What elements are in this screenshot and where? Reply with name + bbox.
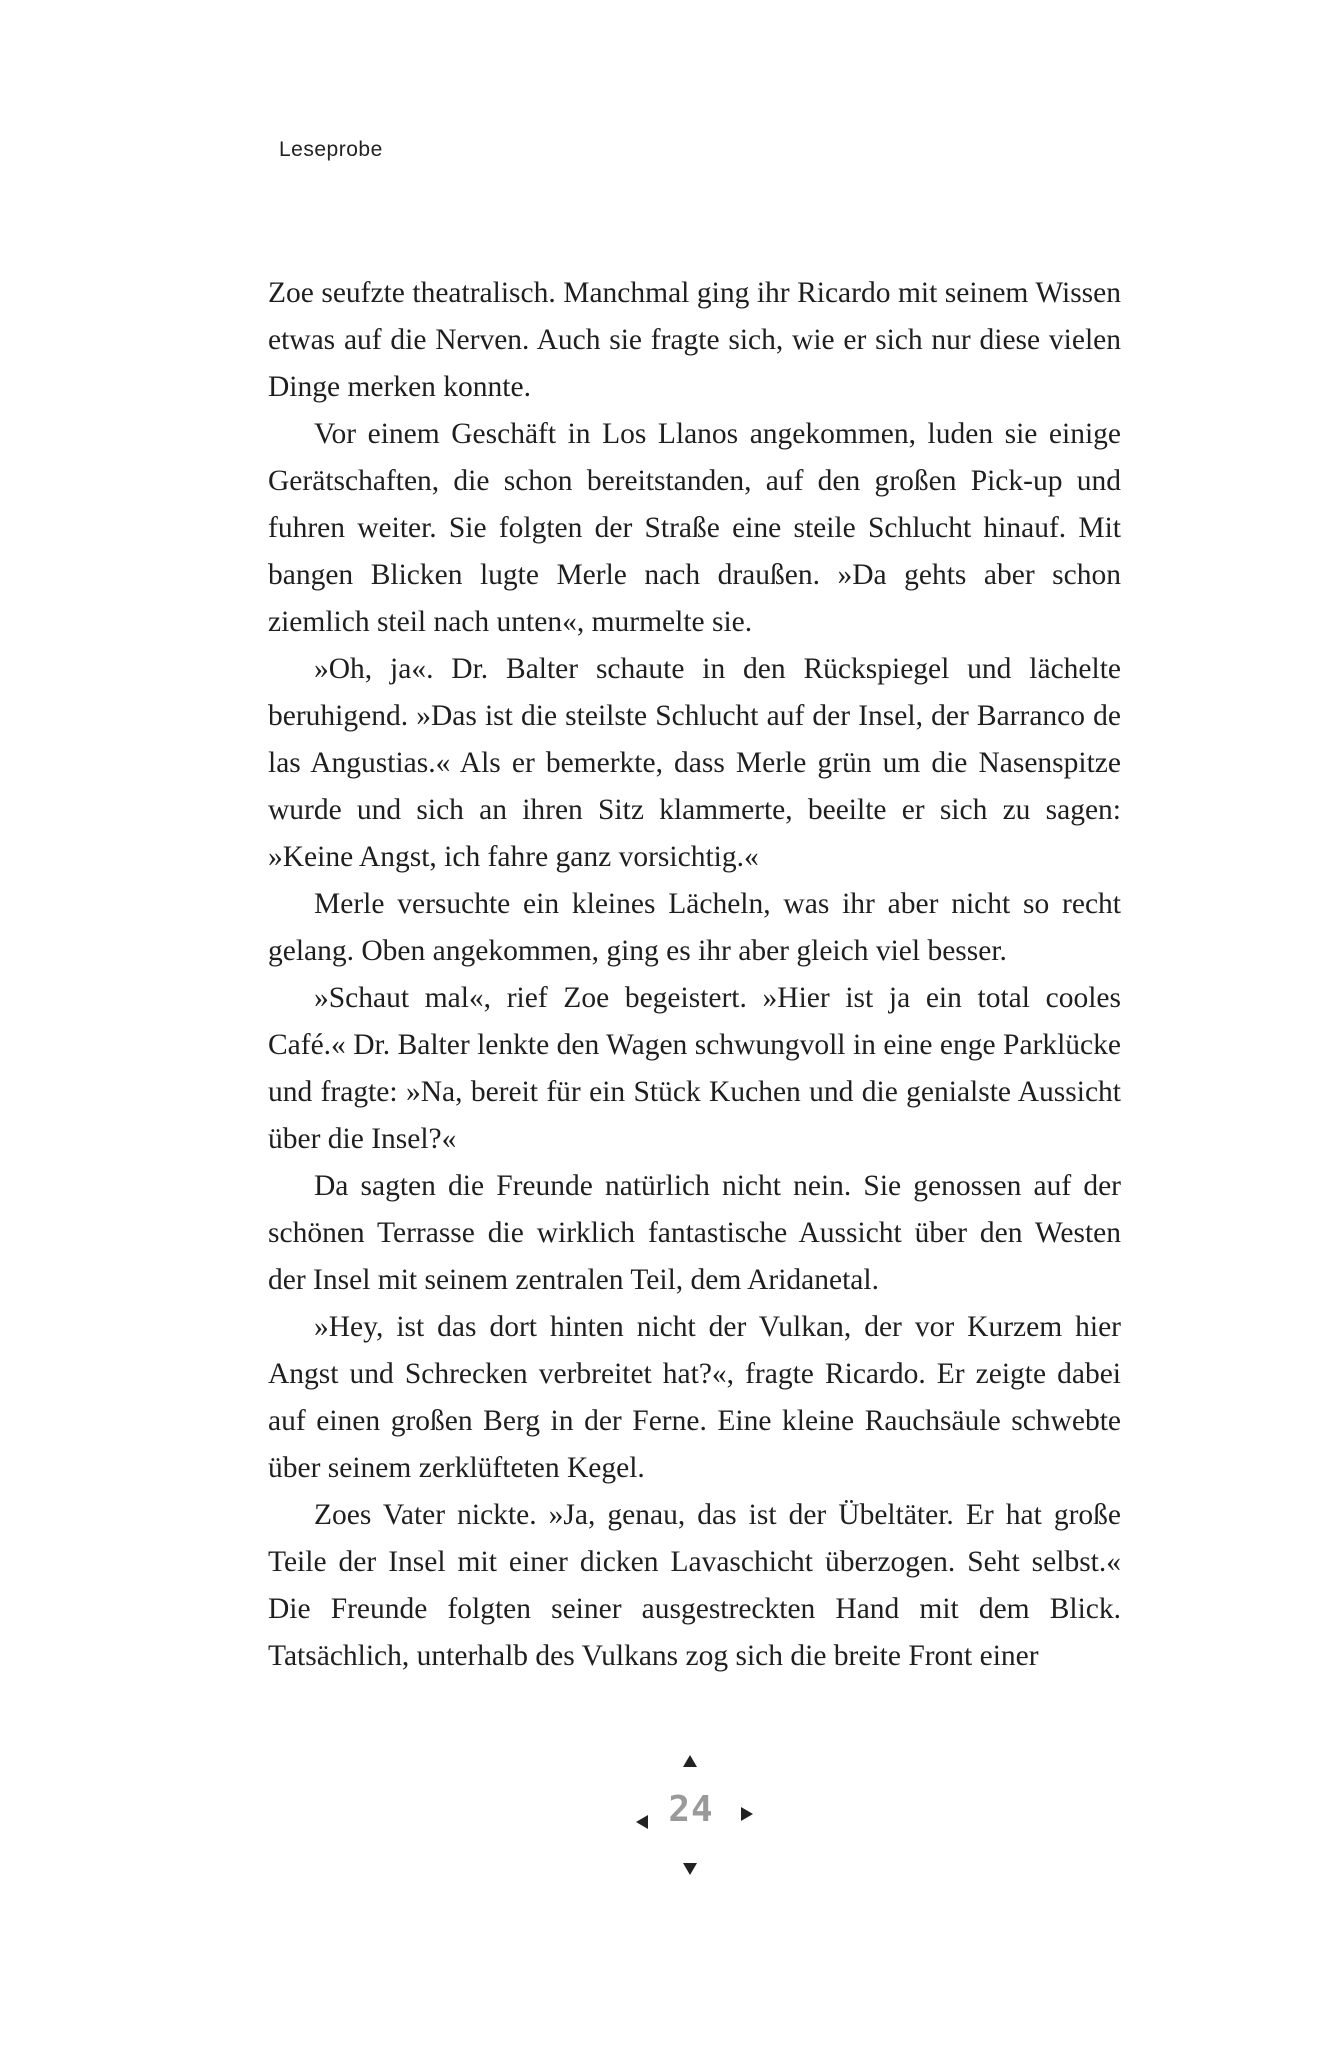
paragraph: »Oh, ja«. Dr. Balter schaute in den Rückspiegel und lächelte beruhigend. »Das ist die steilste Schlucht auf der Insel, der Barranco de las Angustias.« Als er bemerkte, dass Merle grün um die Nasenspitze wurde und sich an ihren Sitz klammerte, beeilte er sich zu sagen: »Keine Angst, ich fahre ganz vorsichtig.«: [268, 653, 1121, 873]
paragraph: »Schaut mal«, rief Zoe begeistert. »Hier ist ja ein total cooles Café.« Dr. Balter lenkte den Wagen schwungvoll in eine enge Parklücke und fragte: »Na, bereit für ein Stück Kuchen und die genialste Aussicht über die Insel?«: [268, 982, 1121, 1155]
page-navigation: [630, 1745, 750, 1885]
paragraph: Zoes Vater nickte. »Ja, genau, das ist der Übeltäter. Er hat große Teile der Insel mit einer dicken Lavaschicht überzogen. Seht selbst.« Die Freunde folgten seiner ausgestreckten Hand mit dem Blick. Tatsächlich, unterhalb des Vulkans zog sich die breite Front einer: [268, 1499, 1121, 1672]
paragraph: Zoe seufzte theatralisch. Manchmal ging ihr Ricardo mit seinem Wissen etwas auf die Nerven. Auch sie fragte sich, wie er sich nur diese vielen Dinge merken konnte.: [268, 277, 1121, 403]
arrow-right-icon: [741, 1807, 753, 1821]
paragraph: »Hey, ist das dort hinten nicht der Vulkan, der vor Kurzem hier Angst und Schrecken verbreitet hat?«, fragte Ricardo. Er zeigte dabei auf einen großen Berg in der Ferne. Eine kleine Rauchsäule schwebte über seinem zerklüfteten Kegel.: [268, 1311, 1121, 1484]
body-text: [268, 270, 1121, 1680]
arrow-up-icon: [683, 1755, 697, 1767]
paragraph: Da sagten die Freunde natürlich nicht nein. Sie genossen auf der schönen Terrasse die wirklich fantastische Aussicht über den Westen der Insel mit seinem zentralen Teil, dem Aridanetal.: [268, 1170, 1121, 1296]
arrow-down-icon: [683, 1863, 697, 1875]
arrow-left-icon: [636, 1815, 648, 1829]
paragraph: Merle versuchte ein kleines Lächeln, was ihr aber nicht so recht gelang. Oben angekommen, ging es ihr aber gleich viel besser.: [268, 888, 1121, 967]
page-number: 24: [668, 1789, 714, 1830]
running-header: Leseprobe: [279, 138, 383, 161]
paragraph: Vor einem Geschäft in Los Llanos angekommen, luden sie einige Gerätschaften, die schon bereitstanden, auf den großen Pick-up und fuhren weiter. Sie folgten der Straße eine steile Schlucht hinauf. Mit bangen Blicken lugte Merle nach draußen. »Da gehts aber schon ziemlich steil nach unten«, murmelte sie.: [268, 418, 1121, 638]
